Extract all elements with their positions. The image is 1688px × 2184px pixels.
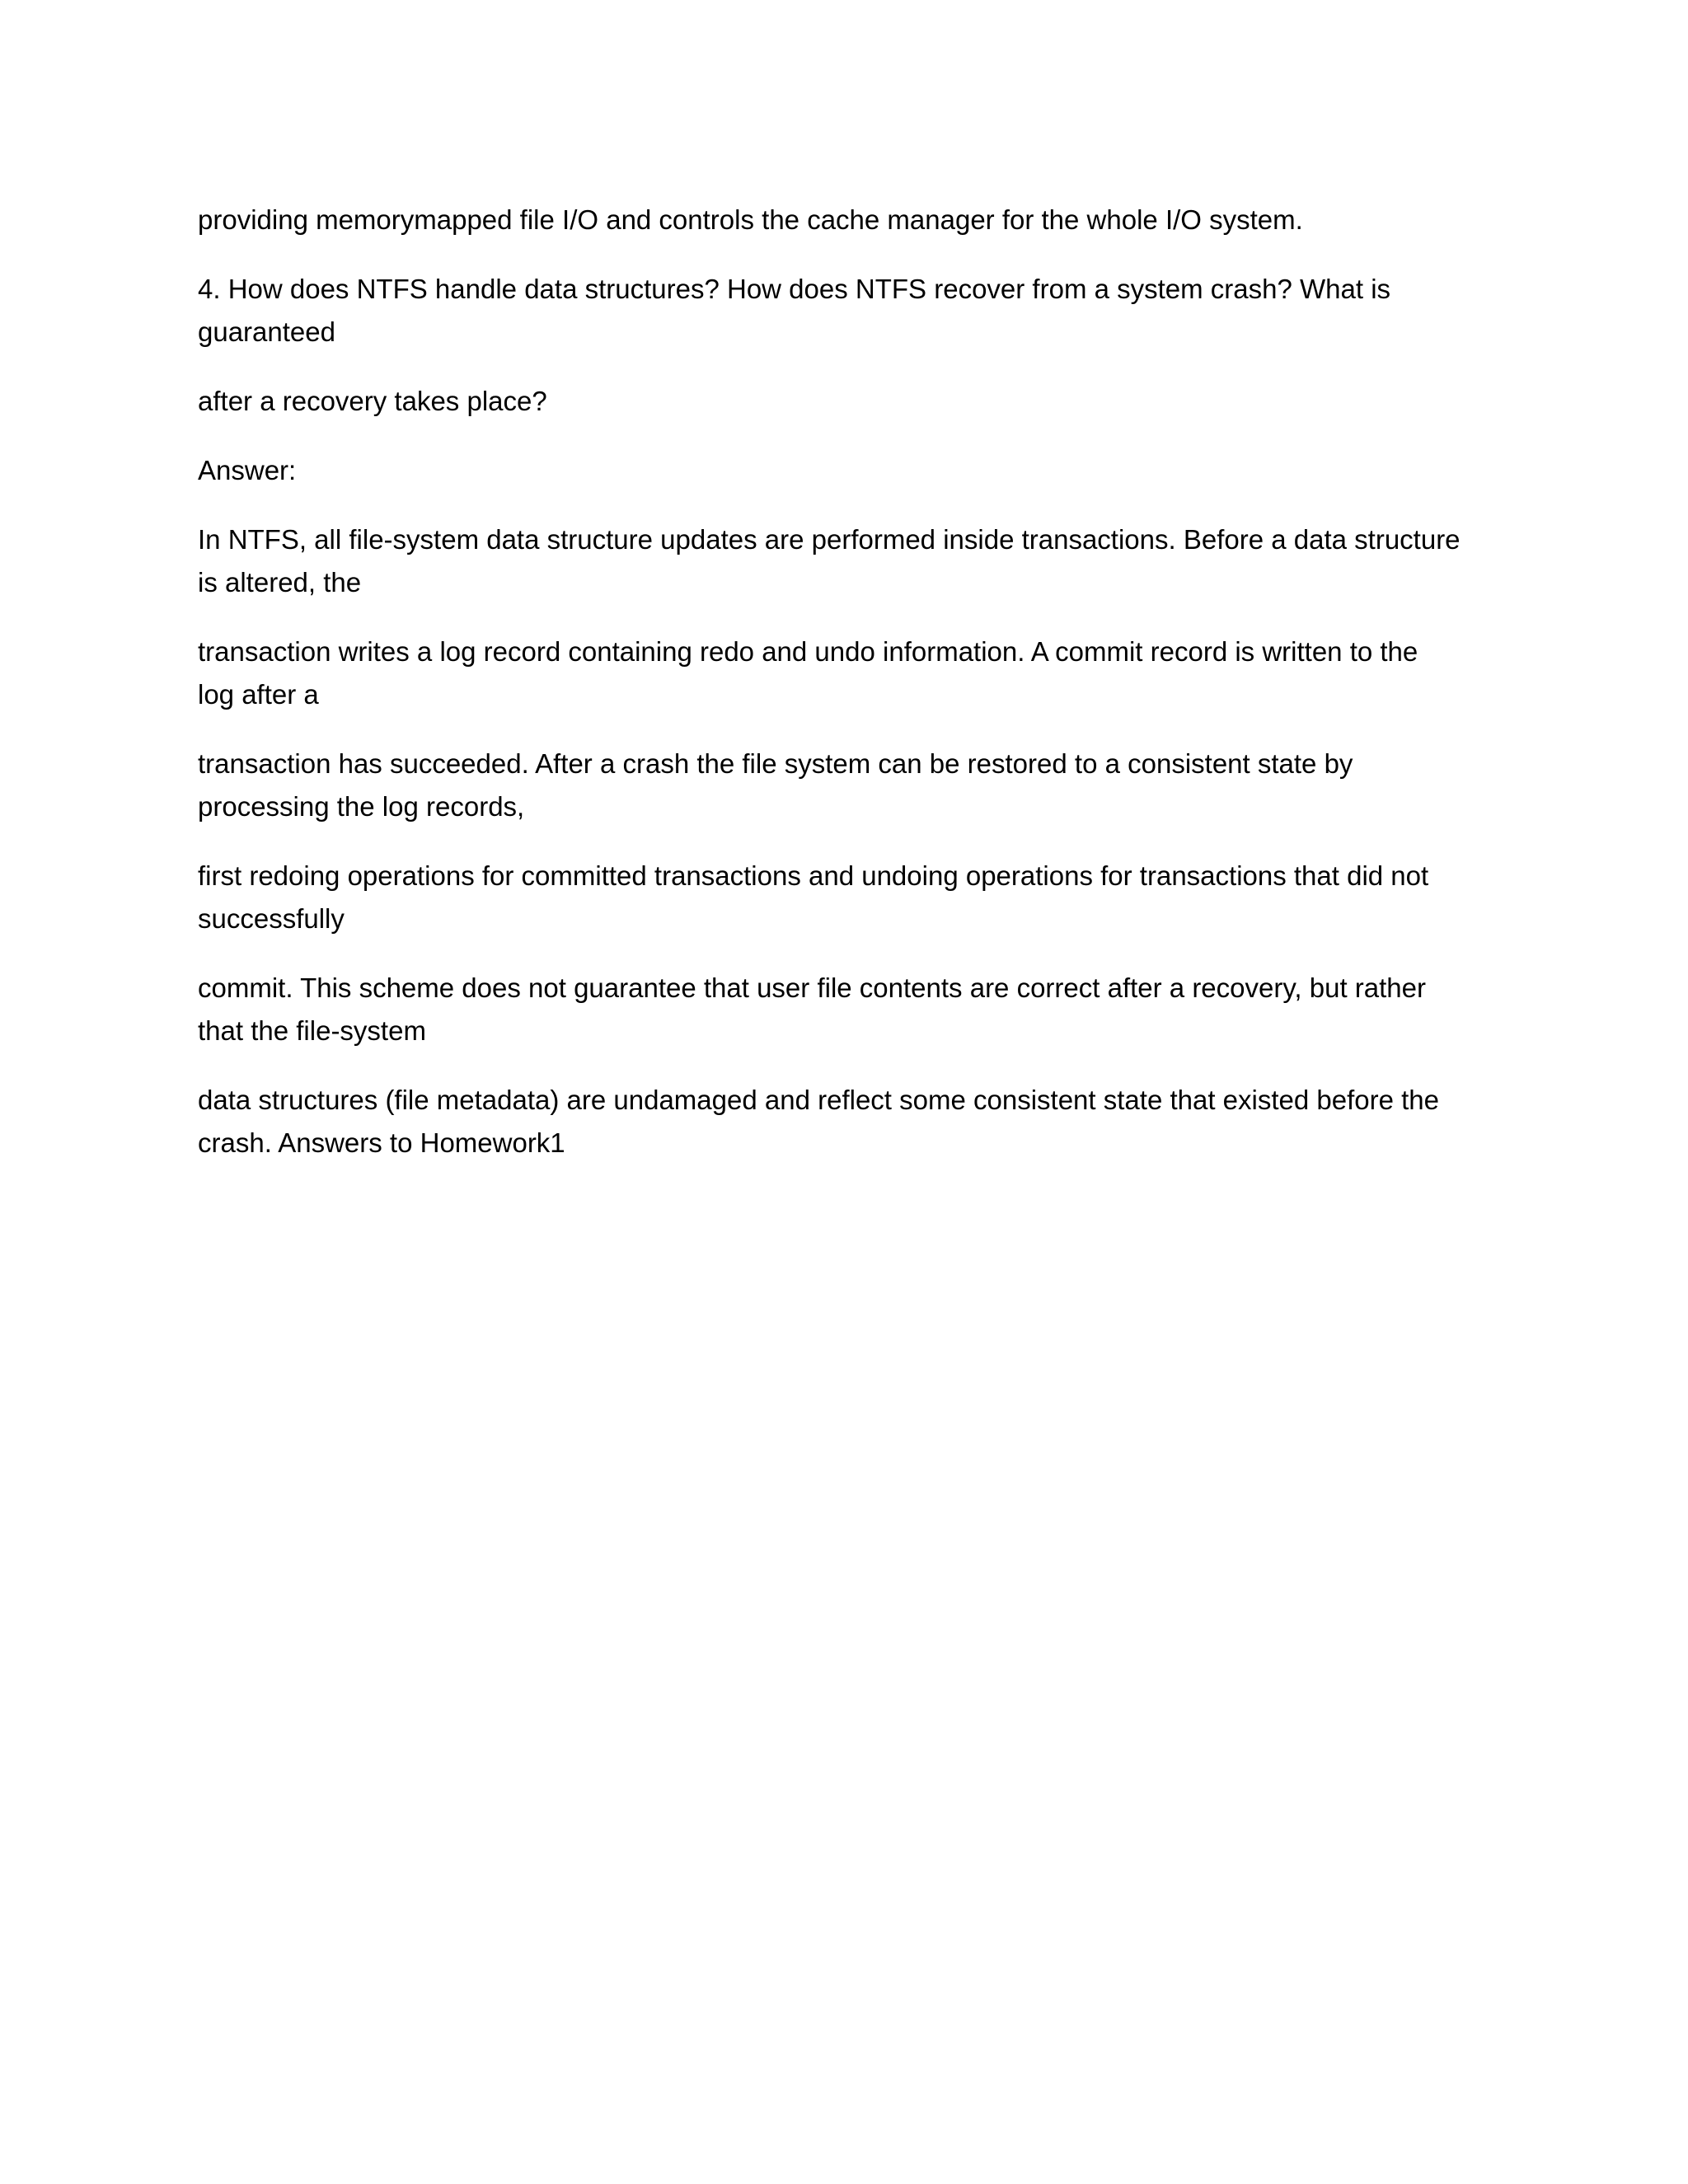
text-line: processing the log records, (198, 791, 525, 822)
text-line: successfully (198, 903, 345, 934)
text-line: transaction writes a log record containing redo and undo information. A commit record is written to the (198, 636, 1418, 667)
text-line: after a recovery takes place? (198, 386, 547, 416)
document-body (198, 199, 1508, 1191)
text-line: transaction has succeeded. After a crash the file system can be restored to a consistent state by (198, 748, 1353, 779)
text-line: that the file-system (198, 1015, 426, 1046)
text-line: providing memorymapped file I/O and controls the cache manager for the whole I/O system. (198, 204, 1303, 235)
paragraph-3 (198, 380, 1508, 423)
text-line: first redoing operations for committed transactions and undoing operations for transactions that did not (198, 860, 1429, 891)
paragraph-6 (198, 630, 1508, 716)
text-line: Answer: (198, 455, 297, 485)
text-line: is altered, the (198, 567, 362, 598)
paragraph-7 (198, 743, 1508, 828)
paragraph-10 (198, 1079, 1508, 1165)
paragraph-9 (198, 967, 1508, 1052)
text-line: crash. Answers to Homework1 (198, 1127, 565, 1158)
text-line: In NTFS, all file-system data structure updates are performed inside transactions. Before a data structure (198, 524, 1461, 555)
paragraph-8 (198, 855, 1508, 940)
answer-label (198, 449, 1508, 492)
paragraph-1 (198, 199, 1508, 241)
text-line: log after a (198, 679, 319, 710)
text-line: commit. This scheme does not guarantee that user file contents are correct after a recovery, but rather (198, 972, 1426, 1003)
text-line: 4. How does NTFS handle data structures? How does NTFS recover from a system crash? What is (198, 274, 1391, 304)
paragraph-5 (198, 518, 1508, 604)
paragraph-2-question (198, 268, 1508, 354)
text-line: data structures (file metadata) are undamaged and reflect some consistent state that existed before the (198, 1085, 1440, 1115)
text-line: guaranteed (198, 316, 335, 347)
